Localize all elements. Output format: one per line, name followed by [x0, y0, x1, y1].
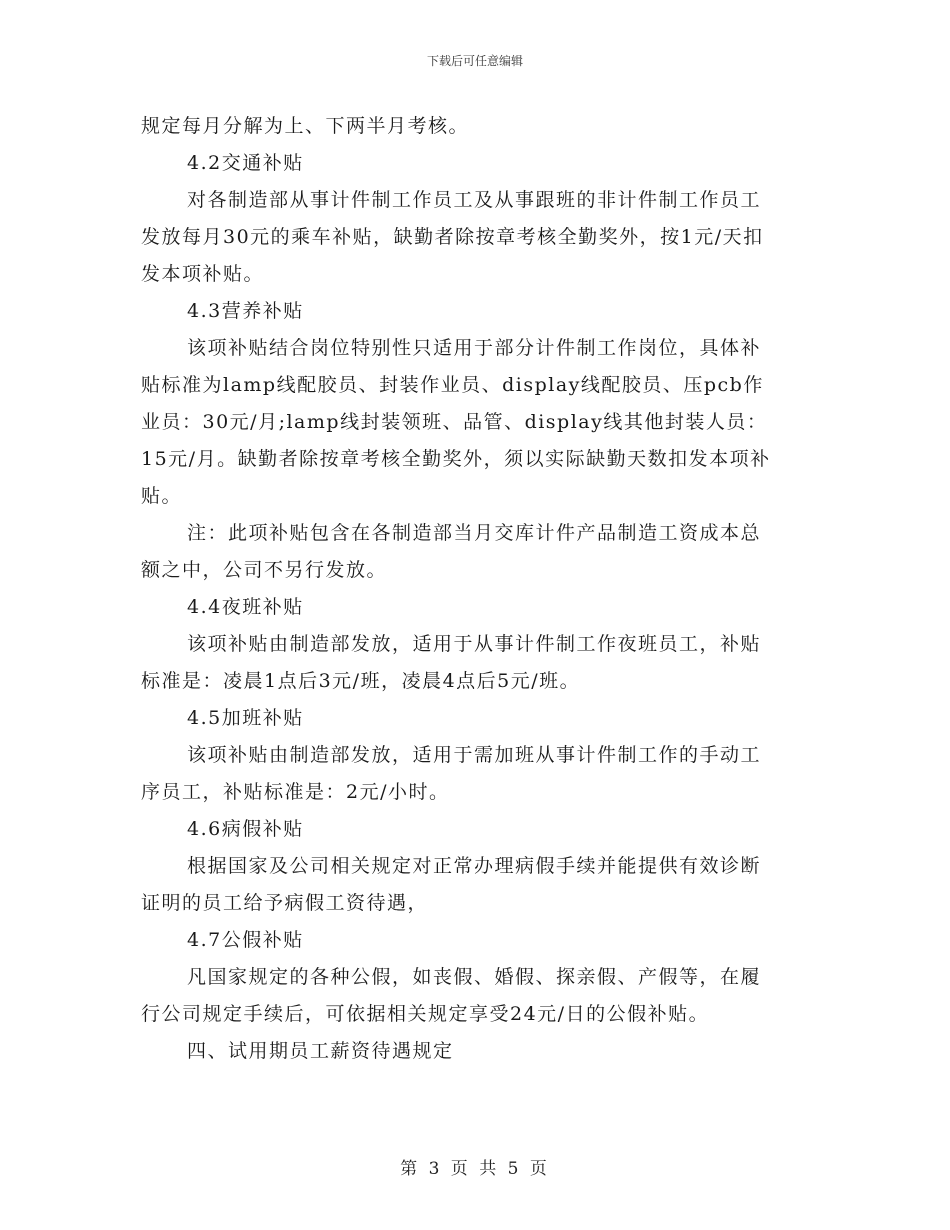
body-line: 该项补贴由制造部发放，适用于从事计件制工作夜班员工，补贴 [187, 633, 762, 655]
body-line: 规定每月分解为上、下两半月考核。 [141, 115, 470, 137]
note-line: 注：此项补贴包含在各制造部当月交库计件产品制造工资成本总 [187, 522, 762, 544]
body-line: 发放每月30元的乘车补贴，缺勤者除按章考核全勤奖外，按1元/天扣 [141, 226, 764, 248]
body-line: 标准是：凌晨1点后3元/班，凌晨4点后5元/班。 [141, 670, 581, 692]
body-line: 凡国家规定的各种公假，如丧假、婚假、探亲假、产假等，在履 [187, 966, 762, 988]
body-line: 证明的员工给予病假工资待遇， [141, 892, 429, 914]
body-line: 发本项补贴。 [141, 263, 265, 285]
body-line: 贴标准为lamp线配胶员、封装作业员、display线配胶员、压pcb作 [141, 374, 764, 396]
body-line: 对各制造部从事计件制工作员工及从事跟班的非计件制工作员工 [187, 189, 762, 211]
page-header: 下载后可任意编辑 [426, 54, 523, 68]
body-line: 该项补贴由制造部发放，适用于需加班从事计件制工作的手动工 [187, 744, 762, 766]
body-line: 该项补贴结合岗位特别性只适用于部分计件制工作岗位，具体补 [187, 337, 762, 359]
section-heading: 4.6病假补贴 [187, 818, 304, 840]
section-heading: 4.3营养补贴 [187, 300, 304, 322]
body-line: 贴。 [141, 485, 183, 507]
body-line: 序员工，补贴标准是：2元/小时。 [141, 781, 450, 803]
document-body [141, 108, 811, 1070]
section-heading: 4.4夜班补贴 [187, 596, 304, 618]
body-line: 根据国家及公司相关规定对正常办理病假手续并能提供有效诊断 [187, 855, 762, 877]
section-heading: 4.5加班补贴 [187, 707, 304, 729]
section-heading: 4.7公假补贴 [187, 929, 304, 951]
body-line: 15元/月。缺勤者除按章考核全勤奖外，须以实际缺勤天数扣发本项补 [141, 448, 771, 470]
page-number: 第 3 页 共 5 页 [400, 1159, 550, 1179]
note-line: 额之中，公司不另行发放。 [141, 559, 388, 581]
body-line: 业员：30元/月;lamp线封装领班、品管、display线其他封装人员： [141, 411, 768, 433]
section-heading: 4.2交通补贴 [187, 152, 304, 174]
body-line: 行公司规定手续后，可依据相关规定享受24元/日的公假补贴。 [141, 1003, 710, 1025]
chapter-heading: 四、试用期员工薪资待遇规定 [187, 1040, 454, 1062]
